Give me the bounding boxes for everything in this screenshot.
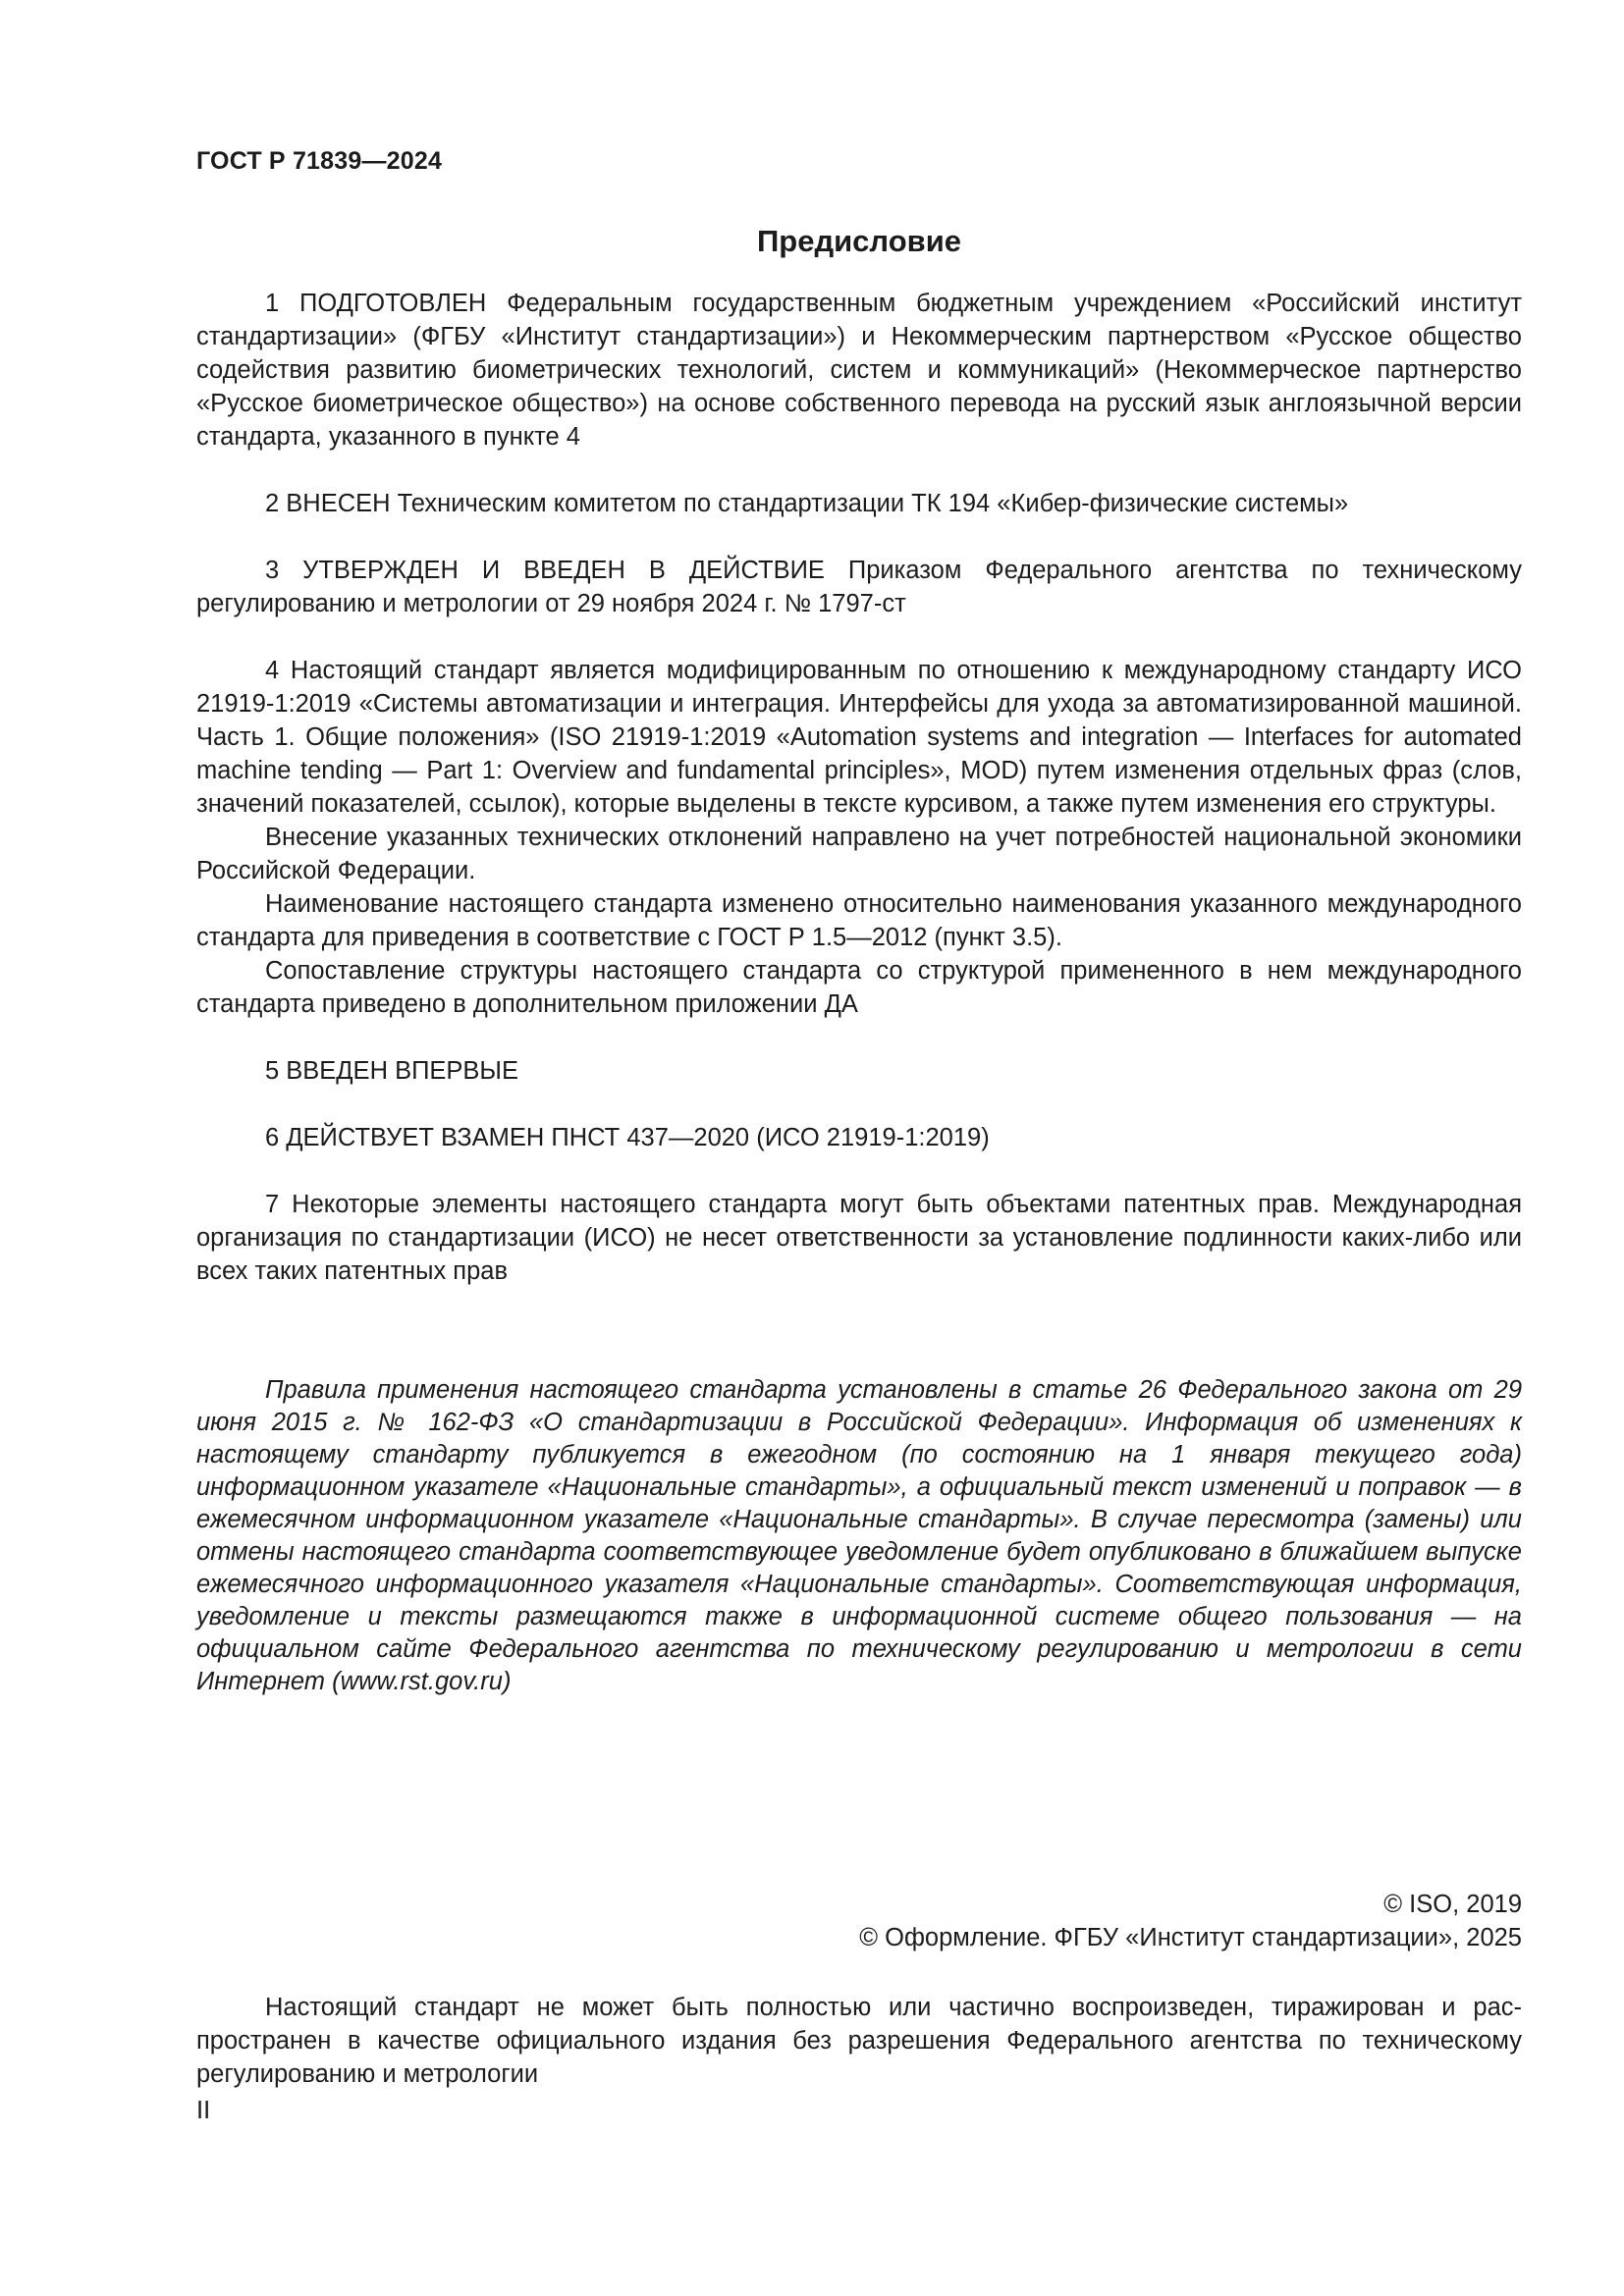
application-rules-note: Правила применения настоящего стандарта установлены в статье 26 Федерального закона от 29 июня 2015 г. № 162-ФЗ «О стандартизации в Российской Федерации». Информация об изменениях к настоящему стандарту публикуется в ежегодном (по состоянию на 1 января текущего года) информационном указателе «Национальные стандарты», а официальный текст изменений и поправок — в ежемесячном информационном указателе «Национальные стандарты». В случае пересмотра (замены) или отмены настоящего стандарта соответствующее уведомление будет опубликовано в ближайшем выпуске ежемесячного информационного указателя «Национальные стандарты». Соответствующая информация, уведомление и тексты размещаются также в информационной системе общего пользования — на официальном сайте Федерального агентства по техническому регулированию и метрологии в сети Интернет (www.rst.gov.ru) [196, 1376, 1522, 1695]
reproduction-notice: Настоящий стандарт не может быть полностью или частично воспроизведен, тиражирован и распространен в качестве официального издания без разрешения Федерального агентства по техническому регулированию и метрологии [196, 1994, 1522, 2088]
foreword-body [196, 287, 1522, 1288]
foreword-item-4-structure: Сопоставление структуры настоящего стандарта со структурой примененного в нем международного стандарта приведено в дополнительном приложении ДА [196, 957, 1522, 1018]
document-code: ГОСТ Р 71839—2024 [196, 147, 443, 175]
foreword-item-5: 5 ВВЕДЕН ВПЕРВЫЕ [265, 1057, 519, 1085]
foreword-item-4-title-change: Наименование настоящего стандарта изменено относительно наименования указанного международного стандарта для приведения в соответствие с ГОСТ Р 1.5—2012 (пункт 3.5). [196, 890, 1522, 951]
foreword-item-3: 3 УТВЕРЖДЕН И ВВЕДЕН В ДЕЙСТВИЕ Приказом Федерального агентства по техническому регулированию и метрологии от 29 ноября 2024 г. № 1797-ст [196, 557, 1522, 617]
document-page [196, 0, 1522, 2296]
foreword-item-6: 6 ДЕЙСТВУЕТ ВЗАМЕН ПНСТ 437—2020 (ИСО 21919-1:2019) [265, 1124, 990, 1151]
foreword-item-4: 4 Настоящий стандарт является модифицированным по отношению к международному стандарту ИСО 21919-1:2019 «Системы автоматизации и интеграция. Интерфейсы для ухода за автоматизированной машиной. Часть 1. Общие положения» (ISO 21919-1:2019 «Automation systems and integration — Interfaces for automated machine tending — Part 1: Overview and fundamental principles», MOD) путем изменения отдельных фраз (слов, значений показателей, ссылок), которые выделены в тексте курсивом, а также путем изменения его структуры. [196, 657, 1522, 818]
page-number: II [196, 2097, 211, 2124]
copyright-block [196, 1888, 1522, 1954]
copyright-design: © Оформление. ФГБУ «Институт стандартизации», 2025 [859, 1924, 1522, 1951]
foreword-item-4-deviations: Внесение указанных технических отклонений направлено на учет потребностей национальной экономики Российской Федерации. [196, 824, 1522, 884]
foreword-item-7: 7 Некоторые элементы настоящего стандарта могут быть объектами патентных прав. Международная организация по стандартизации (ИСО) не несет ответственности за установление подлинности каких-либо или всех таких патентных прав [196, 1191, 1522, 1285]
foreword-item-2: 2 ВНЕСЕН Техническим комитетом по стандартизации ТК 194 «Кибер-физические системы» [265, 490, 1349, 517]
page-title: Предисловие [756, 224, 961, 258]
copyright-iso: © ISO, 2019 [1383, 1891, 1522, 1918]
foreword-item-1: 1 ПОДГОТОВЛЕН Федеральным государственным бюджетным учреждением «Российский институт стандартизации» (ФГБУ «Институт стандартизации») и Некоммерческим партнерством «Русское общество содействия развитию биометрических технологий, систем и коммуникаций» (Некоммерческое партнерство «Русское биометрическое общество») на основе собственного перевода на русский язык англоязычной версии стандарта, указанного в пункте 4 [196, 290, 1522, 451]
